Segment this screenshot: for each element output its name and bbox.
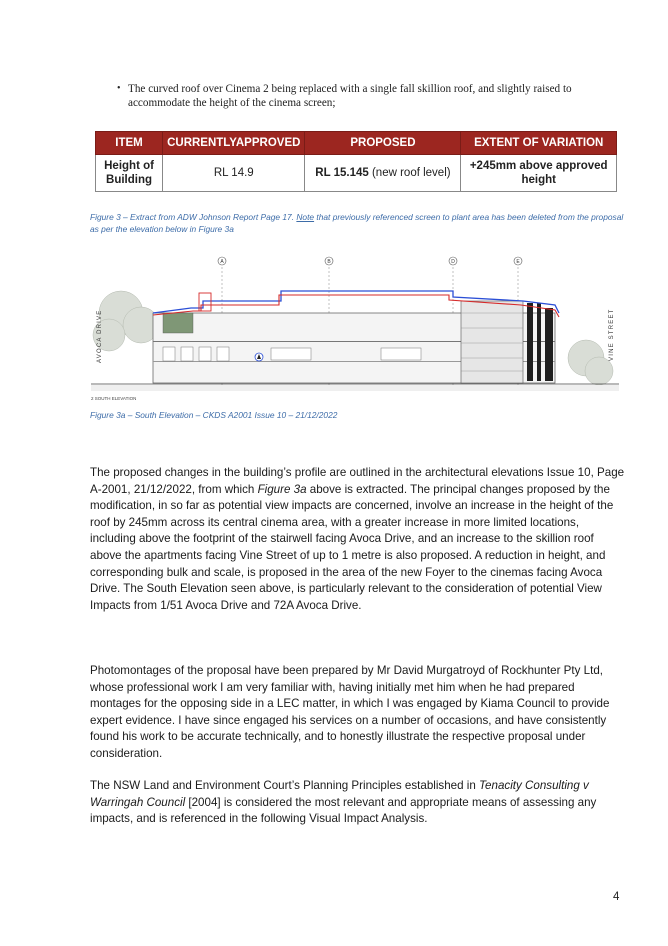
para1-text: The proposed changes in the building’s profile are outlined in the architectural elevations Issue 10, Page A-2001, 21/12/2022, from which (90, 466, 625, 496)
paragraph-building-profile (90, 465, 625, 614)
vine-street-label: VINE STREET (609, 308, 615, 361)
cell-variation: +245mm above approved height (461, 155, 617, 192)
grid-marker-a: A (220, 259, 224, 265)
caption-note: Note (296, 212, 315, 222)
trees-right (568, 340, 613, 385)
avoca-drive-label: AVOCA DRIVE (97, 309, 103, 363)
south-elevation-drawing (91, 253, 619, 398)
paragraph-planning-principles (90, 778, 625, 828)
bullet-symbol: • (117, 83, 121, 94)
variation-table (95, 131, 617, 192)
proposed-note: (new roof level) (368, 167, 451, 179)
header-extent-of-variation: EXTENT OF VARIATION (461, 132, 617, 155)
bullet-text: The curved roof over Cinema 2 being replaced with a single fall skillion roof, and slightly raised to accommodate the height of the cinema screen; (128, 83, 572, 109)
grid-marker-b: B (327, 259, 331, 265)
header-item: ITEM (96, 132, 163, 155)
elevation-footer-label: 2 SOUTH ELEVATION (91, 396, 137, 401)
caption-text-cont: that previously referenced screen to plant area has been deleted from the proposal as per the elevation below in Figure 3a (90, 212, 624, 234)
grid-marker-d: D (451, 259, 455, 265)
para3-text-cont: [2004] is considered the most relevant and appropriate means of assessing any impacts, and is referenced in the following Visual Impact Analysis. (90, 795, 597, 826)
cell-proposed (305, 155, 461, 192)
header-proposed: PROPOSED (305, 132, 461, 155)
cell-approved: RL 14.9 (163, 155, 305, 192)
bullet-item (117, 82, 618, 110)
page-number: 4 (613, 891, 620, 903)
figure-3a-caption: Figure 3a – South Elevation – CKDS A2001 Issue 10 – 21/12/2022 (90, 410, 338, 420)
grid-marker-e: E (516, 259, 520, 265)
proposed-rl: RL 15.145 (315, 167, 369, 179)
figure-3-caption (90, 211, 625, 235)
paragraph-photomontages: Photomontages of the proposal have been prepared by Mr David Murgatroyd of Rockhunter Pty Ltd, whose professional work I am very familiar with, having initially met him when he had prepared montages for the opposing side in a LEC matter, in which I was engaged by Kiama Council to provide expert evidence. I have since engaged his services on a number of occasions, and have consistently found his work to be accurate technically, and to honestly illustrate the respective proposal under consideration. (90, 664, 610, 760)
caption-text: Figure 3 – Extract from ADW Johnson Report Page 17. (90, 212, 297, 222)
para3-case-name: Tenacity Consulting v Warringah Council (90, 779, 589, 809)
para3-text: The NSW Land and Environment Court’s Planning Principles established in (90, 779, 480, 792)
header-currently-approved: CURRENTLYAPPROVED (163, 132, 305, 155)
cell-item: Height of Building (96, 155, 163, 192)
table-row (96, 155, 617, 192)
table-header-row (96, 132, 617, 155)
grid-markers (218, 257, 522, 265)
para1-text-cont: above is extracted. The principal changes proposed by the modification, in so far as potential view impacts are concerned, involve an increase in the height of the roof by 245mm across its central cinema area, with a greater increase in more limited locations, including above the footprint of the stairwell facing Avoca Drive, and an increase to the skillion roof above the apartments facing Vine Street of up to 1 metre is also proposed. A reduction in height, and corresponding bulk and scale, is proposed in the area of the new Foyer to the cinemas facing Avoca Drive. The South Elevation seen above, is particularly relevant to the consideration of potential View Impacts from 1/51 Avoca Drive and 72A Avoca Drive. (90, 482, 614, 612)
para1-figure-ref: Figure 3a (257, 482, 307, 496)
